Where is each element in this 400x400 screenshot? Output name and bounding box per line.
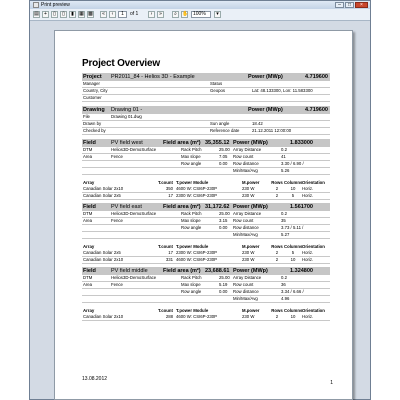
field-row: [82, 282, 330, 289]
array-module: 4600 W: CSI6P-230P: [176, 257, 218, 262]
field-value-tertiary: 0.2: [281, 275, 287, 280]
field-power-value: 1.833000: [290, 140, 313, 146]
toolbar: [30, 9, 370, 21]
report-content: [82, 58, 330, 321]
field-value: [111, 225, 181, 231]
field-key: [82, 168, 111, 174]
field-key-tertiary: Array Distance: [233, 147, 262, 152]
drawing-name: Drawing 01 -: [111, 107, 143, 113]
array-columns: 5: [291, 193, 295, 198]
array-orientation: Horiz.: [302, 257, 314, 262]
array-column-header: Rows: [271, 244, 283, 249]
array-count: 288: [165, 314, 173, 319]
field-value-tertiary: 5.26: [281, 168, 290, 173]
array-module: 4600 W: CSI6P-230P: [176, 314, 218, 319]
array-column-header: Orientation: [302, 308, 325, 313]
array-orientation: Horiz.: [302, 186, 314, 191]
four-pages-icon[interactable]: ▦: [79, 11, 84, 17]
maximize-button[interactable]: □: [345, 2, 354, 8]
field-power-label: Power (MWp): [233, 140, 268, 146]
field-name: PV field east: [111, 204, 142, 210]
info-value-secondary: Lat: 48.133300, Lon: 11.583300: [252, 88, 313, 93]
field-key-secondary: Rack Pitch: [181, 211, 202, 216]
field-details: [82, 211, 330, 239]
array-column-header: T.count: [157, 180, 173, 185]
one-page-icon[interactable]: ▯: [51, 11, 58, 18]
title-bar: [30, 1, 370, 9]
field-value-secondary: [219, 168, 233, 174]
array-row: [82, 250, 330, 257]
field-area-label: Field area (m²): [163, 204, 201, 210]
footer-page-number: 1: [330, 380, 333, 386]
array-columns: 10: [290, 186, 296, 191]
field-key-secondary: Max slope: [181, 154, 201, 159]
info-value: Drawing 01.dwg: [111, 114, 142, 119]
project-power-label: Power (MWp): [248, 74, 283, 80]
array-orientation: Horiz.: [302, 250, 314, 255]
array-rows: 2: [275, 257, 279, 262]
info-row: [82, 128, 330, 135]
page-number-input[interactable]: 1: [118, 11, 127, 18]
array-name: Canadian Solar 2x10: [83, 186, 124, 191]
last-page-icon[interactable]: »: [157, 11, 164, 18]
array-column-header: T.power Module: [176, 180, 209, 185]
array-module-power: 230 W: [242, 193, 255, 198]
field-row: [82, 296, 330, 303]
field-area-label: Field area (m²): [163, 268, 201, 274]
array-column-header: M.power: [242, 244, 260, 249]
info-value: [111, 128, 210, 134]
field-value: [111, 168, 181, 174]
hand-tool-icon[interactable]: ✋: [182, 11, 189, 17]
field-value: Helios3D-DemoSurface: [111, 147, 157, 152]
field-value: [111, 289, 181, 295]
array-rows: 2: [275, 314, 279, 319]
close-button[interactable]: ×: [355, 2, 368, 8]
field-key-tertiary: Row distance: [233, 161, 259, 166]
field-key-secondary: Max slope: [181, 218, 201, 223]
field-key: [82, 225, 111, 231]
project-label: Project: [83, 74, 102, 80]
info-key: File: [83, 114, 90, 119]
array-columns: 5: [291, 250, 295, 255]
info-key-secondary: Status: [210, 81, 223, 86]
field-value-tertiary: 0.2: [281, 147, 287, 152]
field-label: Field: [83, 268, 96, 274]
field-value-secondary: 7.05: [219, 154, 228, 159]
field-value: [111, 161, 181, 167]
field-key-secondary: Row angle: [181, 225, 202, 230]
array-module-power: 230 W: [242, 314, 255, 319]
field-key: Area: [83, 282, 93, 287]
next-page-icon[interactable]: ›: [148, 11, 155, 18]
array-count: 17: [168, 193, 173, 198]
field-value-tertiary: 3.30 / 6.90 /: [281, 161, 304, 166]
info-key-secondary: [210, 114, 252, 120]
field-value-tertiary: 36: [281, 282, 286, 287]
page-count-label: of 1: [130, 11, 139, 17]
array-column-header: Orientation: [302, 180, 325, 185]
field-key-tertiary: Array Distance: [233, 275, 262, 280]
field-key: Area: [83, 154, 93, 159]
field-key-secondary: [181, 232, 219, 238]
array-module-power: 230 W: [242, 250, 255, 255]
field-value-secondary: 0.00: [219, 289, 228, 294]
info-value-secondary: [252, 114, 330, 120]
array-orientation: Horiz.: [302, 314, 314, 319]
field-key-tertiary: Row count: [233, 282, 254, 287]
field-key-secondary: [181, 296, 219, 302]
field-value: Helios3D-DemoSurface: [111, 211, 157, 216]
app-icon: [33, 2, 39, 8]
field-value-secondary: 3.15: [219, 218, 228, 223]
field-block: [82, 267, 330, 321]
project-details: [82, 81, 330, 102]
field-key-secondary: Rack Pitch: [181, 147, 202, 152]
array-column-header: Columns: [284, 180, 303, 185]
array-column-header: M.power: [242, 308, 260, 313]
info-key: Customer: [83, 95, 102, 100]
first-page-icon[interactable]: «: [100, 11, 107, 18]
project-header: [82, 73, 330, 81]
array-column-header: M.power: [242, 180, 260, 185]
field-row: [82, 225, 330, 232]
field-area-value: 31,172.62: [205, 204, 230, 210]
field-power-value: 1.324800: [290, 268, 313, 274]
info-value: [111, 88, 210, 94]
field-key-tertiary: Row count: [233, 218, 254, 223]
field-key-secondary: Row angle: [181, 289, 202, 294]
field-row: [82, 232, 330, 239]
array-rows: 2: [275, 186, 279, 191]
field-value-secondary: 0.00: [219, 161, 228, 166]
array-module: 4600 W: CSI6P-230P: [176, 186, 218, 191]
field-row: [82, 154, 330, 161]
array-column-header: T.count: [157, 244, 173, 249]
zoom-dropdown-icon[interactable]: ▾: [214, 11, 221, 18]
field-label: Field: [83, 204, 96, 210]
field-value-tertiary: 41: [281, 154, 286, 159]
window-title: Print preview: [41, 2, 70, 8]
array-row: [82, 314, 330, 321]
field-area-label: Field area (m²): [163, 140, 201, 146]
minimize-button[interactable]: –: [335, 2, 344, 8]
footer-date: 13.08.2012: [82, 376, 108, 382]
array-module: 2300 W: CSI6P-230P: [176, 193, 218, 198]
field-row: [82, 218, 330, 225]
field-header: [82, 203, 330, 211]
info-value: [111, 81, 210, 87]
field-value: [111, 296, 181, 302]
print-icon[interactable]: ▤: [34, 11, 39, 17]
info-key-secondary: [210, 95, 252, 101]
array-column-header: Rows: [271, 180, 283, 185]
info-key-secondary: Geopos: [210, 88, 226, 93]
field-header: [82, 139, 330, 147]
zoom-in-icon[interactable]: +: [42, 11, 49, 18]
field-value-secondary: 5.19: [219, 282, 228, 287]
info-value: [111, 121, 210, 127]
field-value-secondary: 0.00: [219, 225, 228, 230]
field-key-tertiary: Row distance: [233, 289, 259, 294]
field-key: [82, 161, 111, 167]
array-count: 331: [165, 257, 173, 262]
info-key-secondary: Sun angle: [210, 121, 230, 126]
array-row: [82, 193, 330, 200]
field-row: [82, 147, 330, 154]
fields-section: [82, 139, 330, 321]
drawing-details: [82, 114, 330, 135]
project-power-value: 4.719600: [305, 74, 328, 80]
zoom-select[interactable]: 100%: [191, 11, 211, 18]
drawing-label: Drawing: [83, 107, 105, 113]
array-column-header: Array: [83, 244, 95, 249]
field-key: [82, 289, 111, 295]
array-module: 2300 W: CSI6P-230P: [176, 250, 218, 255]
field-key: DTM: [83, 147, 93, 152]
field-value-tertiary: 4.96: [281, 296, 290, 301]
field-block: [82, 203, 330, 264]
info-row: [82, 114, 330, 121]
drawing-power-label: Power (MWp): [248, 107, 283, 113]
field-value: Fence: [111, 154, 123, 159]
field-key: DTM: [83, 275, 93, 280]
field-row: [82, 211, 330, 218]
field-value-secondary: [219, 232, 233, 238]
array-column-header: Rows: [271, 308, 283, 313]
array-orientation: Horiz.: [302, 193, 314, 198]
info-value-secondary: [252, 95, 330, 101]
array-column-header: T.count: [157, 308, 173, 313]
field-value-secondary: [219, 296, 233, 302]
field-row: [82, 168, 330, 175]
field-power-label: Power (MWp): [233, 204, 268, 210]
array-module-power: 230 W: [242, 257, 255, 262]
field-key-tertiary: Array Distance: [233, 211, 262, 216]
field-name: PV field middle: [111, 268, 148, 274]
array-column-header: Orientation: [302, 244, 325, 249]
field-row: [82, 161, 330, 168]
field-details: [82, 147, 330, 175]
field-value: Fence: [111, 218, 123, 223]
zoom-tool-icon[interactable]: ⌕: [172, 11, 179, 18]
field-power-value: 1.561700: [290, 204, 313, 210]
field-value-tertiary: 35: [281, 218, 286, 223]
field-key-tertiary: Row distance: [233, 225, 259, 230]
info-row: [82, 95, 330, 102]
array-column-header: T.power Module: [176, 308, 209, 313]
array-rows: 2: [275, 193, 279, 198]
field-header: [82, 267, 330, 275]
info-value: [111, 95, 210, 101]
array-module-power: 230 W: [242, 186, 255, 191]
info-key: Checked by: [83, 128, 106, 133]
array-name: Canadian Solar 2x5: [83, 250, 121, 255]
previous-page-icon[interactable]: ‹: [109, 11, 116, 18]
field-value-tertiary: 5.27: [281, 232, 290, 237]
field-value: [111, 232, 181, 238]
info-value-secondary: 21.12.2011 12:00:00: [252, 128, 292, 133]
field-row: [82, 275, 330, 282]
array-count: 17: [168, 250, 173, 255]
field-value-secondary: 25.00: [219, 211, 230, 216]
field-key-secondary: Rack Pitch: [181, 275, 202, 280]
field-key: [82, 296, 111, 302]
info-value-secondary: 18.42: [252, 121, 263, 126]
info-key: Country, City: [83, 88, 108, 93]
info-row: [82, 88, 330, 95]
info-key-secondary: Reference date: [210, 128, 240, 133]
info-key: Manager: [83, 81, 100, 86]
field-area-value: 23,688.61: [205, 268, 230, 274]
preview-viewport[interactable]: [30, 21, 370, 399]
drawing-power-value: 4.719600: [305, 107, 328, 113]
field-label: Field: [83, 140, 96, 146]
field-key-tertiary: Min/Max/Avg: [233, 296, 258, 301]
info-value-secondary: [252, 81, 330, 87]
report-title: Project Overview: [82, 58, 160, 69]
array-row: [82, 257, 330, 264]
info-key: Drawn by: [83, 121, 102, 126]
field-block: [82, 139, 330, 200]
array-name: Canadian Solar 2x5: [83, 193, 121, 198]
field-area-value: 35,355.12: [205, 140, 230, 146]
array-name: Canadian Solar 2x10: [83, 257, 124, 262]
field-details: [82, 275, 330, 303]
field-key-tertiary: Row count: [233, 154, 254, 159]
field-key: Area: [83, 218, 93, 223]
array-columns: 10: [290, 314, 296, 319]
array-row: [82, 186, 330, 193]
array-column-header: T.power Module: [176, 244, 209, 249]
array-column-header: Array: [83, 180, 95, 185]
field-key-secondary: [181, 168, 219, 174]
field-value-secondary: 25.00: [219, 147, 230, 152]
six-pages-icon[interactable]: ▩: [88, 11, 93, 17]
array-count: 350: [165, 186, 173, 191]
field-value-tertiary: 3.34 / 6.66 /: [281, 289, 304, 294]
drawing-header: [82, 106, 330, 114]
array-column-header: Columns: [284, 308, 303, 313]
field-key-tertiary: Min/Max/Avg: [233, 168, 258, 173]
field-power-label: Power (MWp): [233, 268, 268, 274]
window-controls: [335, 1, 368, 9]
field-value-tertiary: 0.2: [281, 211, 287, 216]
field-value: Fence: [111, 282, 123, 287]
field-name: PV field west: [111, 140, 143, 146]
project-name: PR2011_84 - Helios 3D - Example: [111, 74, 195, 80]
array-column-header: Array: [83, 308, 95, 313]
field-key-secondary: Row angle: [181, 161, 202, 166]
array-name: Canadian Solar 2x10: [83, 314, 124, 319]
field-key-secondary: Max slope: [181, 282, 201, 287]
three-pages-icon[interactable]: ▮: [69, 11, 76, 18]
array-rows: 2: [275, 250, 279, 255]
info-row: [82, 121, 330, 128]
array-columns: 10: [290, 257, 296, 262]
two-pages-icon[interactable]: ▯: [60, 11, 67, 18]
field-key: DTM: [83, 211, 93, 216]
field-key: [82, 232, 111, 238]
info-row: [82, 81, 330, 88]
field-value-tertiary: 3.73 / 5.11 /: [281, 225, 304, 230]
report-page: [54, 30, 353, 400]
field-value: Helios3D-DemoSurface: [111, 275, 157, 280]
print-preview-window: [29, 0, 371, 400]
field-key-tertiary: Min/Max/Avg: [233, 232, 258, 237]
field-value-secondary: 25.00: [219, 275, 230, 280]
field-row: [82, 289, 330, 296]
array-column-header: Columns: [284, 244, 303, 249]
